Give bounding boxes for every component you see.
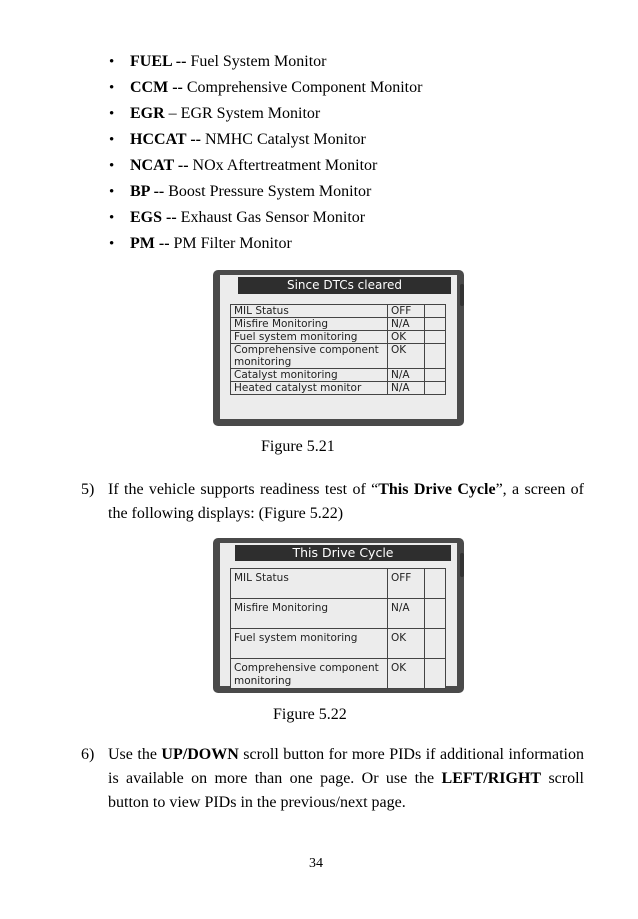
step-number: 6) bbox=[81, 746, 95, 763]
step-emphasis: This Drive Cycle bbox=[378, 481, 496, 498]
figure-caption: Figure 5.21 bbox=[261, 438, 335, 455]
row-marker bbox=[425, 382, 446, 395]
monitor-desc: NMHC Catalyst Monitor bbox=[204, 131, 366, 148]
monitor-desc: Boost Pressure System Monitor bbox=[168, 183, 372, 200]
row-label: Catalyst monitoring bbox=[231, 369, 388, 382]
scanner-screen-since-dtcs-cleared bbox=[213, 270, 464, 426]
monitor-abbr: BP bbox=[130, 183, 150, 200]
list-item bbox=[108, 127, 422, 153]
monitor-abbr: FUEL bbox=[130, 53, 172, 70]
step-number: 5) bbox=[81, 481, 95, 498]
step-text: scroll button for more PIDs if additional information is available on more than one page. Or use the bbox=[108, 746, 584, 787]
monitor-separator: -- bbox=[154, 235, 174, 252]
list-item bbox=[108, 205, 422, 231]
row-value: N/A bbox=[388, 599, 425, 629]
step-emphasis: LEFT/RIGHT bbox=[441, 770, 542, 787]
row-value: N/A bbox=[388, 382, 425, 395]
monitor-desc: EGR System Monitor bbox=[180, 105, 321, 122]
list-item bbox=[108, 75, 422, 101]
step-text: scroll button to view PIDs in the previous/next page. bbox=[108, 770, 585, 811]
screen-title: This Drive Cycle bbox=[235, 545, 451, 561]
table-row bbox=[231, 344, 446, 369]
screen-display bbox=[220, 275, 457, 419]
figure-caption: Figure 5.22 bbox=[273, 706, 347, 723]
row-marker bbox=[425, 629, 446, 659]
row-label: Comprehensive component monitoring bbox=[231, 344, 388, 369]
table-row bbox=[231, 629, 446, 659]
monitor-desc: Exhaust Gas Sensor Monitor bbox=[180, 209, 366, 226]
row-marker bbox=[425, 318, 446, 331]
table-row bbox=[231, 382, 446, 395]
step-5-paragraph bbox=[81, 478, 585, 526]
table-row bbox=[231, 305, 446, 318]
step-text: ”, a screen of the following displays: (Figure 5.22) bbox=[108, 481, 585, 522]
row-value: OK bbox=[388, 629, 425, 659]
list-item bbox=[108, 101, 422, 127]
row-marker bbox=[425, 599, 446, 629]
row-label: MIL Status bbox=[231, 305, 388, 318]
monitor-separator: -- bbox=[162, 209, 181, 226]
monitor-desc: Comprehensive Component Monitor bbox=[186, 79, 423, 96]
row-marker bbox=[425, 331, 446, 344]
step-text: If the vehicle supports readiness test of “ bbox=[108, 481, 379, 498]
monitor-desc: PM Filter Monitor bbox=[173, 235, 292, 252]
list-item bbox=[108, 153, 422, 179]
step-emphasis: UP/DOWN bbox=[161, 746, 239, 763]
row-label: Misfire Monitoring bbox=[231, 318, 388, 331]
monitor-abbr: EGS bbox=[130, 209, 163, 226]
list-item bbox=[108, 49, 422, 75]
row-value: OK bbox=[388, 659, 425, 689]
row-marker bbox=[425, 344, 446, 369]
readiness-table bbox=[230, 568, 446, 689]
row-value: OK bbox=[388, 331, 425, 344]
row-label: Fuel system monitoring bbox=[231, 331, 388, 344]
monitor-desc: NOx Aftertreatment Monitor bbox=[192, 157, 378, 174]
row-value: N/A bbox=[388, 369, 425, 382]
row-marker bbox=[425, 659, 446, 689]
monitor-separator: -- bbox=[171, 53, 191, 70]
row-marker bbox=[425, 569, 446, 599]
row-label: Heated catalyst monitor bbox=[231, 382, 388, 395]
row-value: OFF bbox=[388, 569, 425, 599]
monitor-desc: Fuel System Monitor bbox=[190, 53, 327, 70]
table-row bbox=[231, 331, 446, 344]
row-label: MIL Status bbox=[231, 569, 388, 599]
row-label: Comprehensive component monitoring bbox=[231, 659, 388, 689]
row-label: Fuel system monitoring bbox=[231, 629, 388, 659]
readiness-table bbox=[230, 304, 446, 395]
list-item bbox=[108, 231, 422, 257]
monitor-separator: -- bbox=[168, 79, 187, 96]
screen-display bbox=[220, 543, 457, 686]
scanner-screen-this-drive-cycle bbox=[213, 538, 464, 693]
row-label: Misfire Monitoring bbox=[231, 599, 388, 629]
monitor-abbr: CCM bbox=[130, 79, 169, 96]
monitor-separator: -- bbox=[173, 157, 193, 174]
monitor-list bbox=[108, 49, 422, 257]
row-marker bbox=[425, 305, 446, 318]
page-number: 34 bbox=[309, 856, 323, 871]
row-marker bbox=[425, 369, 446, 382]
monitor-separator: -- bbox=[149, 183, 169, 200]
step-text: Use the bbox=[108, 746, 162, 763]
table-row bbox=[231, 369, 446, 382]
monitor-abbr: NCAT bbox=[130, 157, 174, 174]
table-row bbox=[231, 659, 446, 689]
monitor-abbr: PM bbox=[130, 235, 155, 252]
monitor-abbr: HCCAT bbox=[130, 131, 187, 148]
list-item bbox=[108, 179, 422, 205]
table-row bbox=[231, 318, 446, 331]
row-value: OK bbox=[388, 344, 425, 369]
row-value: N/A bbox=[388, 318, 425, 331]
scrollbar[interactable] bbox=[460, 553, 464, 577]
monitor-separator: – bbox=[164, 105, 181, 122]
monitor-abbr: EGR bbox=[130, 105, 165, 122]
screen-title: Since DTCs cleared bbox=[238, 277, 451, 294]
row-value: OFF bbox=[388, 305, 425, 318]
step-6-paragraph bbox=[81, 743, 585, 815]
table-row bbox=[231, 599, 446, 629]
table-row bbox=[231, 569, 446, 599]
monitor-separator: -- bbox=[186, 131, 205, 148]
scrollbar[interactable] bbox=[460, 284, 464, 306]
